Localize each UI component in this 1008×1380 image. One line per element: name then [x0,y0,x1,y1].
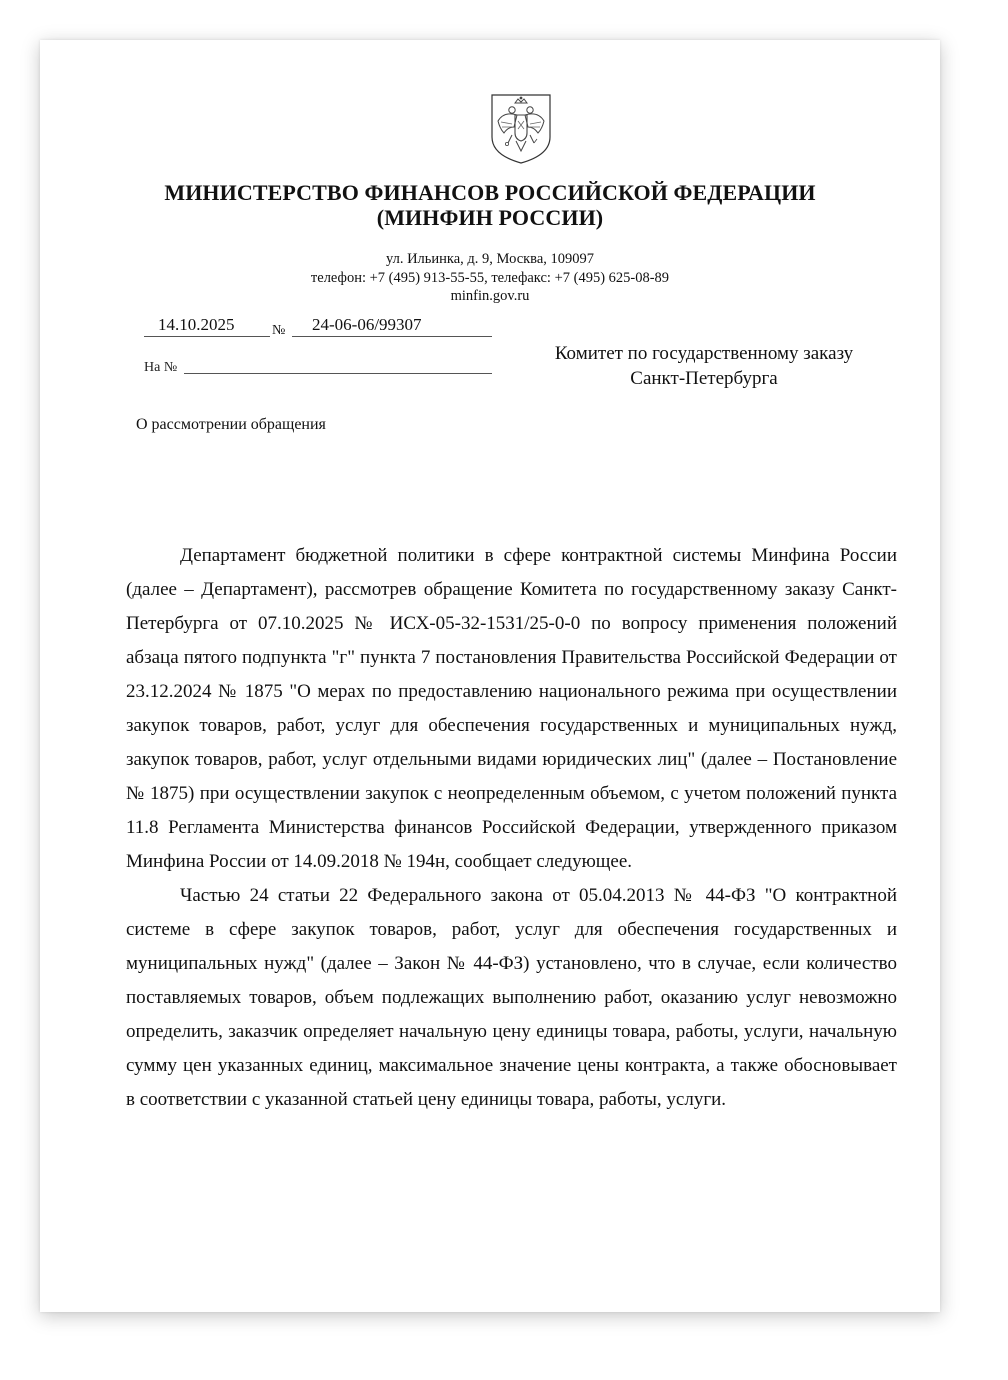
addressee-line1: Комитет по государственному заказу [554,343,854,364]
reference-underline [184,373,492,374]
outgoing-date: 14.10.2025 [158,315,235,334]
outgoing-number: 24-06-06/99307 [312,315,422,334]
ministry-title [40,180,940,230]
ministry-contacts [40,250,940,306]
outgoing-number-label: № [272,323,286,338]
addressee [510,341,898,391]
reference-label: На № [144,360,178,375]
number-underline [292,336,492,337]
ministry-address: ул. Ильинка, д. 9, Москва, 109097 [385,251,595,267]
body-paragraph-1: Департамент бюджетной политики в сфере контрактной системы Минфина России (далее – Департамент), рассмотрев обращение Комитета по государственному заказу Санкт-Петербурга от 07.10.2025 № ИСХ-05-32-1531/25-0-0 по вопросу применения положений абзаца пятого подпункта "г" пункта 7 постановления Правительства Российской Федерации от 23.12.2024 № 1875 "О мерах по предоставлению национального режима при осуществлении закупок товаров, работ, услуг для обеспечения государственных и муниципальных нужд, закупок товаров, работ, услуг отдельными видами юридических лиц" (далее – Постановление № 1875) при осуществлении закупок с неопределенным объемом, с учетом положений пункта 11.8 Регламента Министерства финансов Российской Федерации, утвержденного приказом Минфина России от 14.09.2018 № 194н, сообщает следующее. [126,545,897,872]
russian-coat-of-arms-icon [490,93,552,165]
date-underline [144,336,270,337]
ministry-title-line1: МИНИСТЕРСТВО ФИНАНСОВ РОССИЙСКОЙ ФЕДЕРАЦИИ [164,180,816,205]
letter-subject: О рассмотрении обращения [136,416,326,433]
ministry-phones: телефон: +7 (495) 913-55-55, телефакс: +7 (495) 625-08-89 [310,269,670,286]
ministry-website: minfin.gov.ru [450,288,530,304]
addressee-line2: Санкт-Петербурга [630,368,778,389]
ministry-title-line2: (МИНФИН РОССИИ) [376,205,604,230]
body-paragraph-2: Частью 24 статьи 22 Федерального закона от 05.04.2013 № 44-ФЗ "О контрактной системе в сфере закупок товаров, работ, услуг для обеспечения государственных и муниципальных нужд" (далее – Закон № 44-ФЗ) установлено, что в случае, если количество поставляемых товаров, объем подлежащих выполнению работ, оказанию услуг невозможно определить, заказчик определяет начальную цену единицы товара, работы, услуги, начальную сумму цен указанных единиц, максимальное значение цены контракта, а также обосновывает в соответствии с указанной статьей цену единицы товара, работы, услуги. [126,885,897,1110]
letter-body [126,539,897,1117]
letter-page [40,40,940,1312]
